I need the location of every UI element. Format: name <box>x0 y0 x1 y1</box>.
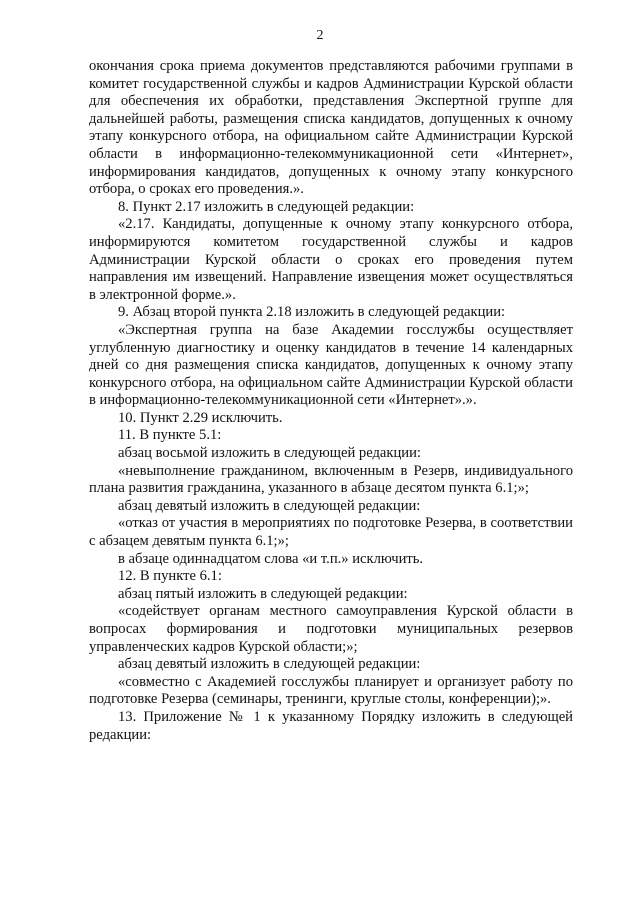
page-number: 2 <box>316 28 324 43</box>
paragraph: «невыполнение гражданином, включенным в Резерв, индивидуального плана развития гражданина, указанного в абзаце десятом пункта 6.1;»; <box>89 462 573 497</box>
paragraph: абзац восьмой изложить в следующей редакции: <box>118 445 421 462</box>
paragraph: 11. В пункте 5.1: <box>118 427 222 444</box>
paragraph: окончания срока приема документов представляются рабочими группами в комитет государственной службы и кадров Администрации Курской области для обеспечения их обработки, представления Экспертной группе для дальнейшей работы, размещения списка кандидатов, допущенных к очному этапу конкурсного отбора, на официальном сайте Администрации Курской области в информационно-телекоммуникационной сети «Интернет», информирования кандидатов, допущенных к очному этапу конкурсного отбора, о сроках его проведения.». <box>89 58 573 198</box>
paragraph: «содействует органам местного самоуправления Курской области в вопросах формирования и подготовки муниципальных резервов управленческих кадров Курской области;»; <box>89 603 573 655</box>
paragraph: абзац пятый изложить в следующей редакции: <box>118 585 408 602</box>
paragraph: 10. Пункт 2.29 исключить. <box>118 409 283 426</box>
paragraph: 13. Приложение № 1 к указанному Порядку изложить в следующей редакции: <box>89 708 573 743</box>
paragraph: абзац девятый изложить в следующей редакции: <box>118 656 421 673</box>
paragraph: 8. Пункт 2.17 изложить в следующей редакции: <box>118 198 415 215</box>
paragraph: «отказ от участия в мероприятиях по подготовке Резерва, в соответствии с абзацем девятым пункта 6.1;»; <box>89 515 573 550</box>
document-body <box>89 58 573 744</box>
paragraph: абзац девятый изложить в следующей редакции: <box>118 497 421 514</box>
paragraph: 12. В пункте 6.1: <box>118 568 222 585</box>
paragraph: «совместно с Академией госслужбы планирует и организует работу по подготовке Резерва (семинары, тренинги, круглые столы, конференции);». <box>89 673 573 708</box>
paragraph: «Экспертная группа на базе Академии госслужбы осуществляет углубленную диагностику и оценку кандидатов в течение 14 календарных дней со дня размещения списка кандидатов, допущенных к очному этапу конкурсного отбора, на официальном сайте Администрации Курской области в информационно-телекоммуникационной сети «Интернет».». <box>89 321 573 409</box>
paragraph: 9. Абзац второй пункта 2.18 изложить в следующей редакции: <box>118 304 506 321</box>
paragraph: в абзаце одиннадцатом слова «и т.п.» исключить. <box>118 550 424 567</box>
paragraph: «2.17. Кандидаты, допущенные к очному этапу конкурсного отбора, информируются комитетом государственной службы и кадров Администрации Курской области о сроках его проведения путем направления им извещений. Направление извещения может осуществляться в электронной форме.». <box>89 216 573 303</box>
